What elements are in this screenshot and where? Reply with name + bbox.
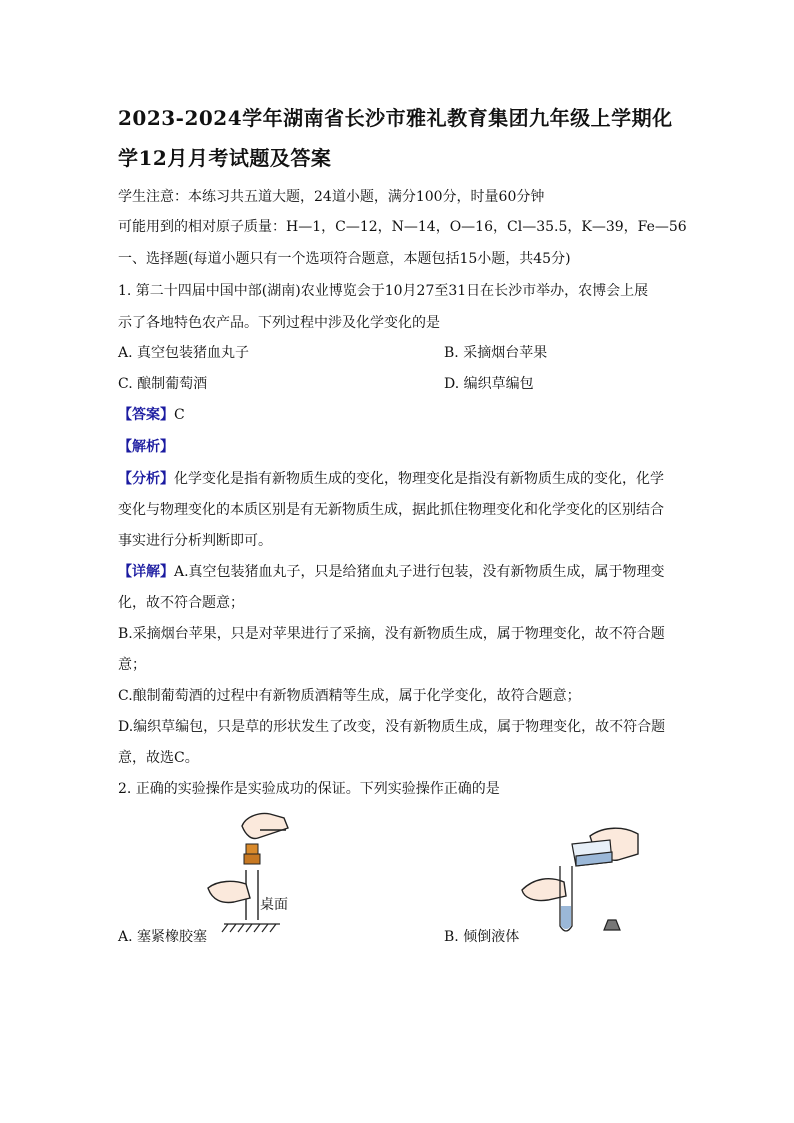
q1-fenxi-line-2: 变化与物理变化的本质区别是有无新物质生成，据此抓住物理变化和化学变化的区别结合 bbox=[118, 502, 664, 518]
q1-xiangjie-a2: 化，故不符合题意； bbox=[118, 595, 244, 611]
rubber-stopper-icon bbox=[244, 844, 260, 864]
figure-pouring-liquid bbox=[520, 822, 644, 942]
figure-stopper-on-desk bbox=[200, 808, 310, 940]
figure-desk-label: 桌面 bbox=[260, 897, 288, 913]
desk-hatching-icon bbox=[222, 924, 280, 932]
q1-xiangjie-d2: 意，故选C。 bbox=[118, 750, 199, 766]
q1-option-a: A. 真空包装猪血丸子 bbox=[118, 345, 250, 361]
q1-xiangjie-d1: D.编织草编包，只是草的形状发生了改变，没有新物质生成，属于物理变化，故不符合题 bbox=[118, 719, 666, 735]
q1-stem-line-2: 示了各地特色农产品。下列过程中涉及化学变化的是 bbox=[118, 315, 440, 331]
hand-top-icon bbox=[242, 814, 288, 839]
reagent-bottle-icon bbox=[572, 840, 612, 866]
fenxi-tag: 【分析】 bbox=[118, 471, 174, 487]
q2-stem: 2. 正确的实验操作是实验成功的保证。下列实验操作正确的是 bbox=[118, 781, 500, 797]
q1-option-b: B. 采摘烟台苹果 bbox=[444, 345, 548, 361]
test-tube-b-icon bbox=[560, 866, 572, 931]
q1-option-c: C. 酿制葡萄酒 bbox=[118, 376, 208, 392]
document-title-line-2: 学12月月考试题及答案 bbox=[118, 146, 332, 170]
answer-value: C bbox=[174, 407, 185, 423]
q2-option-b: B. 倾倒液体 bbox=[444, 929, 520, 945]
student-notice: 学生注意：本练习共五道大题，24道小题，满分100分，时量60分钟 bbox=[118, 189, 545, 205]
answer-tag: 【答案】 bbox=[118, 407, 174, 423]
hand-bottom-icon bbox=[208, 881, 250, 902]
q1-xiangjie-b2: 意； bbox=[118, 657, 146, 673]
analysis-tag: 【解析】 bbox=[118, 439, 174, 455]
atomic-masses: 可能用到的相对原子质量：H—1，C—12，N—14，O—16，Cl—35.5，K—39，Fe—56 bbox=[118, 219, 687, 235]
section-heading: 一、选择题(每道小题只有一个选项符合题意，本题包括15小题，共45分) bbox=[118, 251, 571, 267]
xiangjie-text-a1: A.真空包装猪血丸子，只是给猪血丸子进行包装，没有新物质生成，属于物理变 bbox=[174, 564, 665, 580]
xiangjie-tag: 【详解】 bbox=[118, 564, 174, 580]
q1-xiangjie-b1: B.采摘烟台苹果，只是对苹果进行了采摘，没有新物质生成，属于物理变化，故不符合题 bbox=[118, 626, 665, 642]
document-title-line-1: 2023-2024学年湖南省长沙市雅礼教育集团九年级上学期化 bbox=[118, 106, 673, 130]
q1-option-d: D. 编织草编包 bbox=[444, 376, 534, 392]
q1-stem-line-1: 1. 第二十四届中国中部(湖南)农业博览会于10月27至31日在长沙市举办，农博会上展 bbox=[118, 283, 649, 299]
q1-xiangjie-c: C.酿制葡萄酒的过程中有新物质酒精等生成，属于化学变化，故符合题意； bbox=[118, 688, 581, 704]
q1-fenxi-line-1 bbox=[118, 470, 664, 488]
fenxi-text-1: 化学变化是指有新物质生成的变化，物理变化是指没有新物质生成的变化，化学 bbox=[174, 471, 664, 487]
q1-xiangjie-line-1 bbox=[118, 563, 665, 581]
bottle-stopper-icon bbox=[604, 920, 620, 930]
q1-answer bbox=[118, 406, 185, 424]
q1-analysis-heading bbox=[118, 438, 174, 456]
q1-fenxi-line-3: 事实进行分析判断即可。 bbox=[118, 533, 272, 549]
q2-option-a: A. 塞紧橡胶塞 bbox=[118, 929, 208, 945]
